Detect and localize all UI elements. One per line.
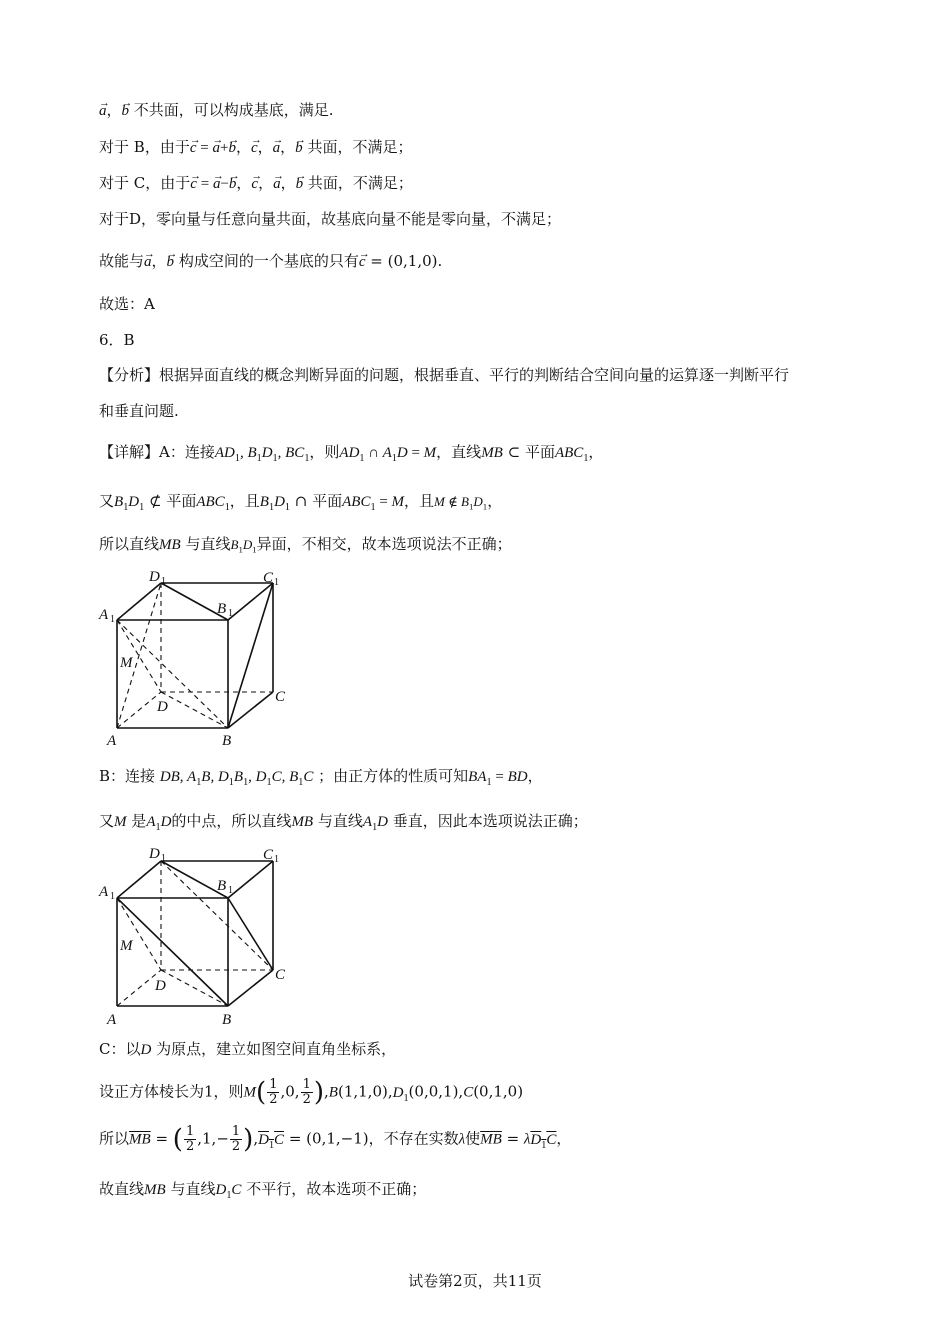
text-line: 故直线MB 与直线$D_1C$ 不平行，故本选项不正确； [99, 1180, 427, 1201]
text-line: 设正方体棱长为1，则M( $\frac{1}{2}$ ,0, $\frac{1}{2}$ )$,B(1,1,0),D_1(0,0,1),C(0,1,0)$ [99, 1077, 524, 1108]
cube-figure-1 [95, 565, 305, 750]
text-line: 所以$\overline{MB}$ = ( $\frac{1}{2}$ ,1,− $\frac{1}{2}$ )$,D_1C = (0,1,-1)$，不存在实数λ使$\overline{MB} = \lambda D_1C$， [99, 1124, 572, 1155]
label-A: A [107, 733, 117, 749]
text-line: 对于 C，由于→ c = → a−→ b，→ c，→ a，→ b 共面，不满足； [99, 172, 413, 195]
label-A1: A [99, 607, 109, 623]
text-line: → a，→ b 不共面，可以构成基底，满足. [99, 99, 334, 122]
label-B: B [222, 733, 232, 749]
subscript: 1 [228, 608, 233, 619]
page-footer: 试卷第2页，共11页 [408, 1272, 542, 1290]
label-M: M [120, 655, 133, 671]
label-A1: A [99, 884, 109, 900]
text-line: 又$B_1D_1$ ⊄ 平面$ABC_1$，且$B_1D_1$ ∩ 平面$ABC_1 = M$，且M ∉ $B_1D_1$， [99, 492, 503, 513]
label-D: D [155, 978, 166, 994]
label-A: A [107, 1012, 117, 1028]
subscript: 1 [274, 577, 279, 588]
label-C1: C [263, 847, 274, 863]
text-line: 所以直线MB 与直线$B_1D_1$异面，不相交，故本选项说法不正确； [99, 535, 512, 555]
label-C: C [275, 689, 286, 705]
text-line: C：以D 为原点，建立如图空间直角坐标系， [99, 1040, 397, 1058]
label-B: B [222, 1012, 232, 1028]
text-line: 故能与→ a，→ b 构成空间的一个基底的只有→ c = (0,1,0). [99, 250, 442, 273]
label-D1: D [149, 569, 160, 585]
text-line: 【分析】根据异面直线的概念判断异面的问题，根据垂直、平行的判断结合空间向量的运算逐一判断平行 [99, 366, 790, 384]
label-C1: C [263, 570, 274, 586]
subscript: 1 [228, 885, 233, 896]
label-B1: B [217, 601, 227, 617]
label-D1: D [149, 846, 160, 862]
text-line: 【详解】A：连接$AD_1$, $B_1D_1$, $BC_1$，则$AD_1$ ∩ $A_1D = M$，直线MB ⊂ 平面$ABC_1$， [99, 443, 604, 464]
subscript: 1 [274, 854, 279, 865]
subscript: 1 [161, 853, 166, 864]
label-M: M [120, 938, 133, 954]
text-line: 和垂直问题. [99, 402, 179, 420]
subscript: 1 [110, 614, 115, 625]
text-line: 对于D，零向量与任意向量共面，故基底向量不能是零向量，不满足； [99, 210, 562, 228]
subscript: 1 [161, 576, 166, 587]
label-C: C [275, 967, 286, 983]
text-line: 又M 是$A_1D$的中点，所以直线MB 与直线$A_1D$ 垂直，因此本选项说法正确； [99, 812, 588, 833]
text-line: B：连接 DB, $A_1B$, $D_1B_1$, $D_1C$, $B_1C$ ；由正方体的性质可知$BA_1$ = BD， [99, 767, 543, 788]
label-B1: B [217, 878, 227, 894]
text-line: 故选：A [99, 295, 155, 313]
cube-figure-2 [95, 840, 305, 1030]
subscript: 1 [110, 891, 115, 902]
label-D: D [157, 699, 168, 715]
text-line: 对于 B，由于→ c = → a+→ b，→ c，→ a，→ b 共面，不满足； [99, 136, 412, 159]
text-line: 6．B [99, 331, 135, 349]
